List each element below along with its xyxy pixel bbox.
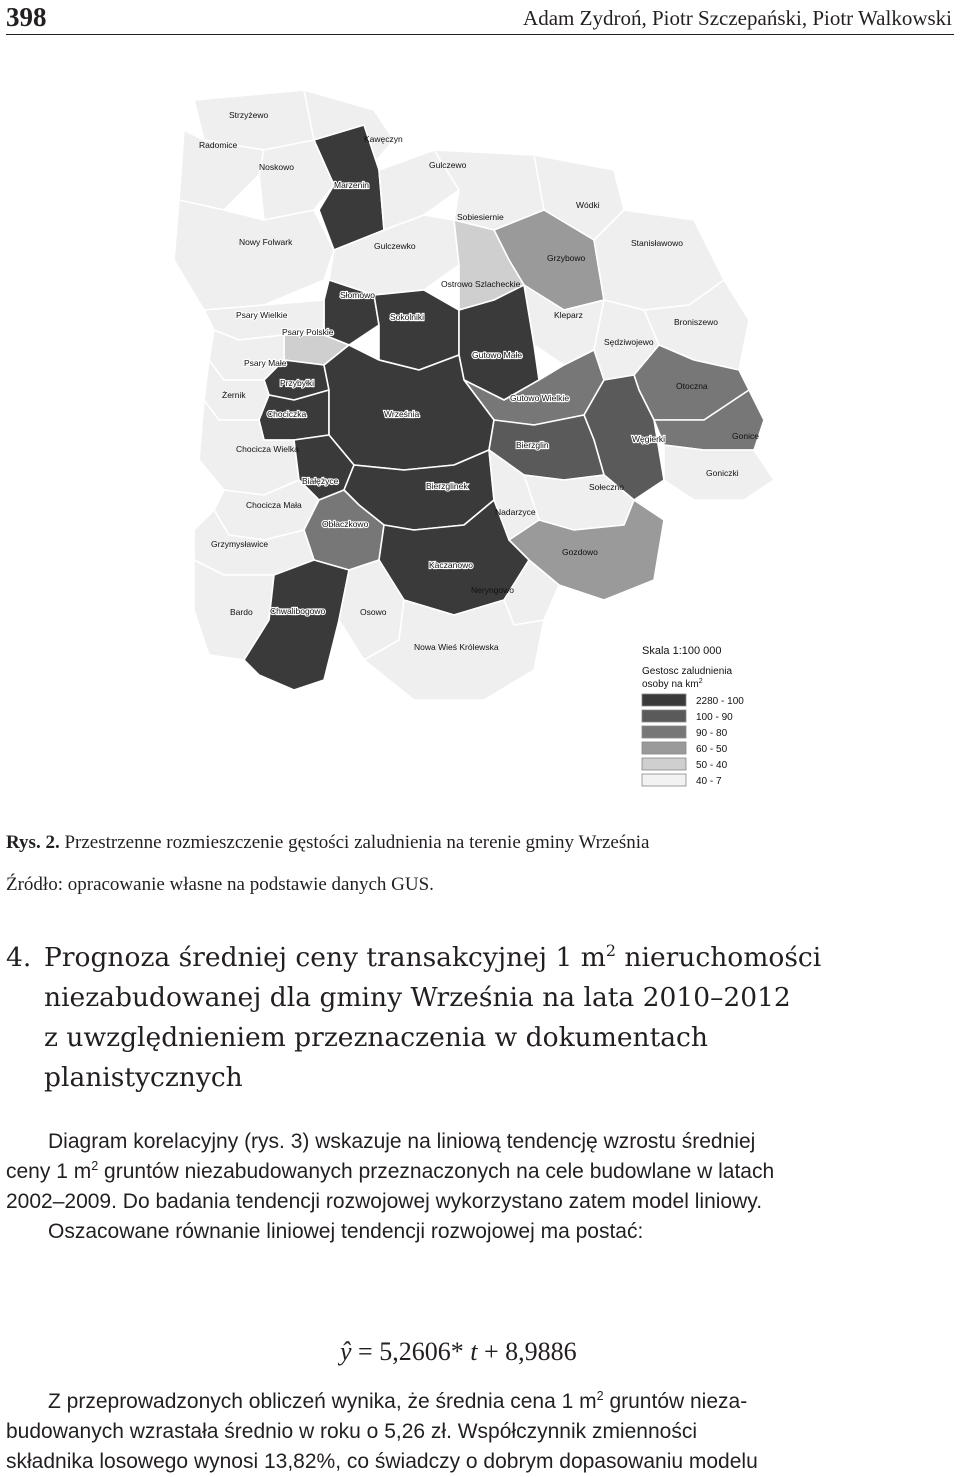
legend-label: 90 - 80 <box>696 728 728 739</box>
svg-text:Bierzglin: Bierzglin <box>516 440 549 450</box>
svg-text:Sobiesiernie: Sobiesiernie <box>457 212 504 222</box>
trend-equation: ŷ = 5,2606* t + 8,9886 <box>340 1337 577 1366</box>
caption-label: Rys. 2. <box>6 832 60 853</box>
svg-text:Wódki: Wódki <box>576 200 600 210</box>
map-legend <box>642 645 744 787</box>
svg-text:Przybyłki: Przybyłki <box>280 378 315 388</box>
legend-label: 100 - 90 <box>696 712 733 723</box>
svg-text:Stanisławowo: Stanisławowo <box>631 238 683 248</box>
legend-label: 60 - 50 <box>696 744 728 755</box>
svg-text:Marzenin: Marzenin <box>334 180 369 190</box>
svg-text:Września: Września <box>384 409 420 419</box>
svg-text:Radomice: Radomice <box>199 140 238 150</box>
legend-title: Gestosc zaludnienia <box>642 666 733 677</box>
svg-text:Węgierki: Węgierki <box>632 434 666 444</box>
svg-text:Grzymysławice: Grzymysławice <box>211 539 269 549</box>
svg-text:Bardo: Bardo <box>230 607 253 617</box>
svg-text:Gutowo Małe: Gutowo Małe <box>472 350 523 360</box>
legend-label: 40 - 7 <box>696 776 722 787</box>
svg-text:Sokolniki: Sokolniki <box>390 312 425 322</box>
legend-swatch <box>642 710 686 722</box>
region-sokolniki <box>374 290 459 370</box>
region-nowy-folwark <box>174 200 334 310</box>
paragraph-2: Z przeprowadzonych obliczeń wynika, że średnia cena 1 $m^2$ gruntów nieza- budowanych wzrastała średnio w roku o 5,26 zł. Współczynnik zmienności składnika losowego wynosi 13,82%, co świadczy o dobrym dopasowaniu modelu <box>6 1389 758 1473</box>
density-map <box>164 80 794 795</box>
svg-text:Gutowo Wielkie: Gutowo Wielkie <box>510 393 570 403</box>
svg-text:Ostrowo Szlacheckie: Ostrowo Szlacheckie <box>441 279 521 289</box>
section-number: 4. <box>6 942 32 973</box>
svg-text:Chociczka: Chociczka <box>267 409 307 419</box>
caption-text: Przestrzenne rozmieszczenie gęstości zaludnienia na terenie gminy Września <box>59 832 650 853</box>
svg-text:Nowy Folwark: Nowy Folwark <box>239 237 293 247</box>
legend-swatch <box>642 726 686 738</box>
page-number: 398 <box>6 2 47 32</box>
svg-text:Kleparz: Kleparz <box>554 310 583 320</box>
figure-caption <box>6 832 649 854</box>
figure-source: Źródło: opracowanie własne na podstawie danych GUS. <box>6 874 434 895</box>
legend-swatch <box>642 694 686 706</box>
svg-text:Psary Wielkie: Psary Wielkie <box>236 310 288 320</box>
svg-text:Słomowo: Słomowo <box>340 290 375 300</box>
svg-text:Sędziwojewo: Sędziwojewo <box>604 337 654 347</box>
svg-text:Psary Polskie: Psary Polskie <box>282 327 334 337</box>
svg-text:Gulczewo: Gulczewo <box>429 160 467 170</box>
svg-text:Sołeczno: Sołeczno <box>589 482 624 492</box>
svg-text:Osowo: Osowo <box>360 607 387 617</box>
svg-text:Noskowo: Noskowo <box>259 162 294 172</box>
legend-swatch <box>642 774 686 786</box>
svg-text:Gulczewko: Gulczewko <box>374 241 416 251</box>
svg-text:Obłaczkowo: Obłaczkowo <box>322 519 369 529</box>
running-header <box>6 0 954 35</box>
legend-label: 2280 - 100 <box>696 696 744 707</box>
svg-text:Białężyce: Białężyce <box>302 476 339 486</box>
legend-unit: osoby na $km^2$ <box>642 678 703 690</box>
svg-text:Gonice: Gonice <box>732 431 759 441</box>
paragraph-1: Diagram korelacyjny (rys. 3) wskazuje na liniową tendencję wzrostu średniej ceny 1 $m^2$ gruntów niezabudowanych przeznaczonych na cele budowlane w latach 2002–2009. Do badania tendencji rozwojowej wykorzystano zatem model liniowy. Oszacowane równanie liniowej tendencji rozwojowej ma postać: <box>6 1130 775 1243</box>
svg-text:Nadarzyce: Nadarzyce <box>495 507 536 517</box>
legend-scale: Skala 1:100 000 <box>642 645 722 657</box>
svg-text:Kawęczyn: Kawęczyn <box>364 134 403 144</box>
svg-text:Broniszewo: Broniszewo <box>674 317 718 327</box>
legend-swatch <box>642 742 686 754</box>
legend-label: 50 - 40 <box>696 760 728 771</box>
svg-text:Chocicza Wielka: Chocicza Wielka <box>236 444 299 454</box>
svg-text:Strzyżewo: Strzyżewo <box>229 110 269 120</box>
svg-text:Psary Małe: Psary Małe <box>244 358 287 368</box>
density-map-figure <box>164 80 794 795</box>
svg-text:Kaczanowo: Kaczanowo <box>429 560 473 570</box>
svg-text:Grzybowo: Grzybowo <box>547 253 586 263</box>
legend-swatch <box>642 758 686 770</box>
svg-text:Bierzglinek: Bierzglinek <box>426 481 468 491</box>
svg-text:Goniczki: Goniczki <box>706 468 739 478</box>
section-heading: 4. Prognoza średniej ceny transakcyjnej 1 $m^2$ nieruchomości niezabudowanej dla gminy Września na lata 2010–2012 z uwzględnieniem przeznaczenia w dokumentach planistycznych <box>6 938 946 1098</box>
svg-text:Neryngowo: Neryngowo <box>471 585 514 595</box>
svg-text:Żernik: Żernik <box>222 390 246 400</box>
running-authors: Adam Zydroń, Piotr Szczepański, Piotr Walkowski <box>523 6 952 30</box>
svg-text:Chwalibogowo: Chwalibogowo <box>270 606 326 616</box>
svg-text:Chocicza Mała: Chocicza Mała <box>246 500 302 510</box>
svg-text:Otoczna: Otoczna <box>676 381 708 391</box>
svg-text:Nowa Wieś Królewska: Nowa Wieś Królewska <box>414 642 499 652</box>
svg-text:Gozdowo: Gozdowo <box>562 547 598 557</box>
